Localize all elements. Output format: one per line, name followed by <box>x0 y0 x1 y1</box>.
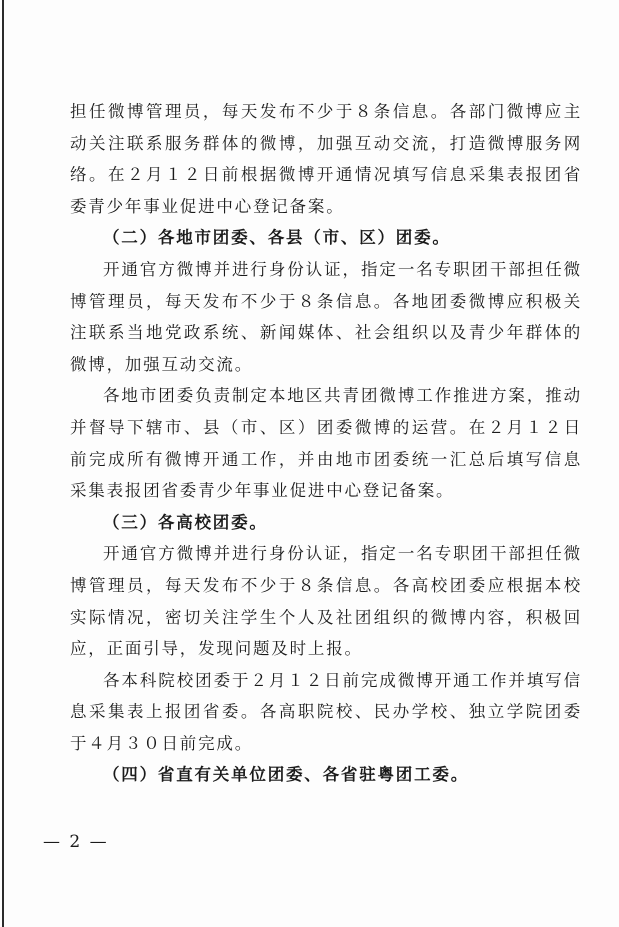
section-heading-3: （三）各高校团委。 <box>103 512 268 532</box>
page-edge-line <box>2 0 4 927</box>
document-body <box>70 96 582 791</box>
page-number: — 2 — <box>43 832 109 852</box>
paragraph: 开通官方微博并进行身份认证，指定一名专职团干部担任微博管理员，每天发布不少于８条信息。各高校团委应根据本校实际情况，密切关注学生个人及社团组织的微博内容，积极回应，正面引导，发现问题及时上报。 <box>70 544 582 659</box>
section-heading-4: （四）省直有关单位团委、各省驻粤团工委。 <box>103 765 469 785</box>
section-heading-2: （二）各地市团委、各县（市、区）团委。 <box>103 228 451 248</box>
paragraph-continued: 担任微博管理员，每天发布不少于８条信息。各部门微博应主动关注联系服务群体的微博，加强互动交流，打造微博服务网络。在２月１２日前根据微博开通情况填写信息采集表报团省委青少年事业促进中心登记备案。 <box>70 102 582 216</box>
paragraph: 各地市团委负责制定本地区共青团微博工作推进方案，推动并督导下辖市、县（市、区）团委微博的运营。在２月１２日前完成所有微博开通工作，并由地市团委统一汇总后填写信息采集表报团省委青少年事业促进中心登记备案。 <box>70 386 582 501</box>
paragraph: 各本科院校团委于２月１２日前完成微博开通工作并填写信息采集表上报团省委。各高职院校、民办学校、独立学院团委于４月３０日前完成。 <box>70 670 582 753</box>
paragraph: 开通官方微博并进行身份认证，指定一名专职团干部担任微博管理员，每天发布不少于８条信息。各地团委微博应积极关注联系当地党政系统、新闻媒体、社会组织以及青少年群体的微博，加强互动交流。 <box>70 259 582 374</box>
